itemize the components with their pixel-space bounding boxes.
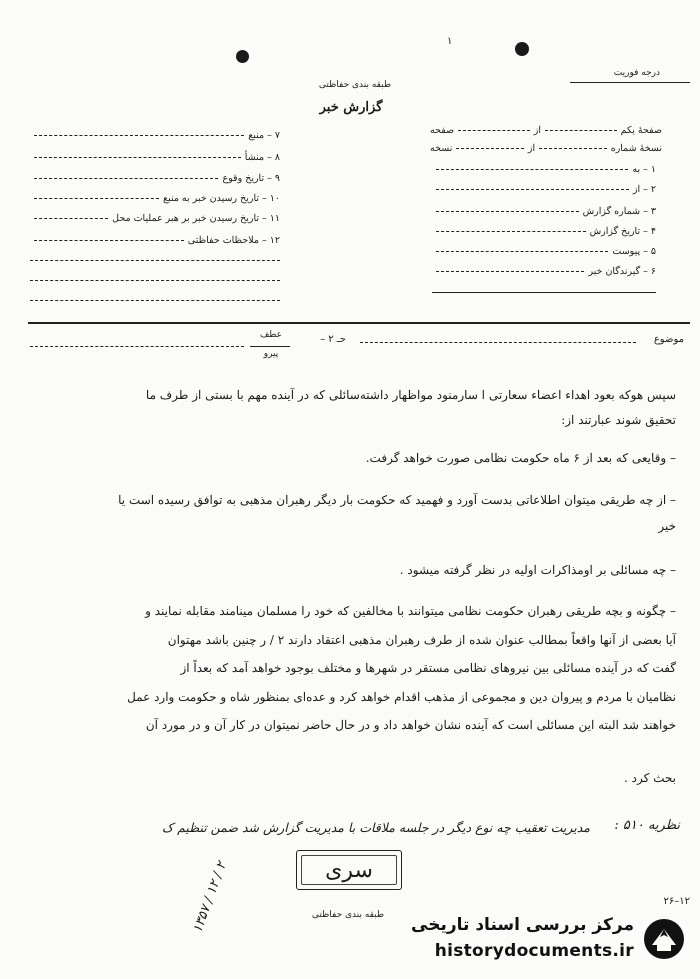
secret-stamp <box>296 850 402 890</box>
field-report-number-line <box>436 211 579 212</box>
body-line-9: گفت که در آینده مسائلی بین نیروهای نظامی مستقر در شهرها و مختلف بوجود خواهد آمد که بعداً از <box>180 661 676 675</box>
body-line-1: سپس هوکه بعود اهداء اعضاء سعارتی ا سارمنود مواظهار داشته‌سائلی که در آینده مهم با بستی از طرف ما <box>145 388 676 402</box>
classification-bottom: طبقه بندی حفاظتی <box>311 910 385 920</box>
notes-line-1 <box>30 260 280 261</box>
form-title: گزارش خبر <box>319 100 383 115</box>
subject-code: حـ ۲ – <box>320 334 346 345</box>
subject-label: موضوع <box>653 334 684 345</box>
field-news-to-source-label: ۱۰ – تاریخ رسیدن خبر به منبع <box>163 193 280 204</box>
field-copy-line2 <box>456 148 524 149</box>
field-source-label: ۷ – منبع <box>248 130 280 141</box>
reference-label: عطف <box>259 330 283 340</box>
field-origin <box>30 152 280 163</box>
body-line-2: تحقیق شوند عبارتند از: <box>561 413 676 427</box>
field-page-line2 <box>458 130 530 131</box>
field-source <box>30 130 280 141</box>
field-report-number <box>432 206 656 217</box>
field-copy-line <box>539 148 607 149</box>
archive-logo-icon <box>642 917 686 961</box>
field-page-label: صفحهٔ یکم <box>620 125 662 136</box>
field-security-notes <box>30 235 280 246</box>
watermark-title: مرکز بررسی اسناد تاریخی <box>411 915 634 935</box>
body-line-7: – چگونه و بچه طریقی رهبران حکومت نظامی میتوانند با مخالفین که خود را مسلمان مینامند مقابله نمایند و <box>145 604 676 618</box>
notes-line-2 <box>30 280 280 281</box>
field-source-line <box>34 135 244 136</box>
document-number: ۲۶–۱۲ <box>663 896 690 907</box>
follow-up-label: پیرو <box>263 349 279 359</box>
secret-stamp-text: سری <box>325 857 373 883</box>
body-line-3: – وقایعی که بعد از ۶ ماه حکومت نظامی صورت خواهد گرفت. <box>365 451 676 465</box>
urgency-line <box>570 82 690 83</box>
body-line-6: – چه مسائلی بر اومذاکرات اولیه در نظر گرفته میشود . <box>399 563 676 577</box>
field-origin-line <box>34 157 241 158</box>
field-attachment <box>432 246 656 257</box>
field-copy-label: نسخهٔ شماره <box>610 143 662 154</box>
field-from-line <box>436 189 629 190</box>
field-report-date-label: ۴ – تاریخ گزارش <box>589 226 656 237</box>
field-attachment-label: ۵ – پیوست <box>612 246 656 257</box>
signature-date: ۲ / ۱۲ / ۱۳۵۷ <box>190 860 230 935</box>
punch-hole-left <box>236 50 249 63</box>
recipients-extra-line <box>432 292 656 293</box>
field-report-number-label: ۳ – شماره گزارش <box>582 206 656 217</box>
field-recipients <box>432 266 656 277</box>
punch-hole-right <box>515 42 529 56</box>
field-page-line <box>545 130 617 131</box>
field-news-to-source <box>30 193 280 204</box>
field-attachment-line <box>436 251 608 252</box>
body-line-4: – از چه طریقی میتوان اطلاعاتی بدست آورد و فهمید که حکومت بار دیگر رهبران مذهبی به توافق رسیده است یا <box>118 493 676 507</box>
field-to <box>432 164 656 175</box>
body-line-10: نظامیان با مردم و پیروان دین و مجموعی از مذهب اقدام خواهد کرد و عده‌ای بمنظور شاه و حکومت وارد عمل <box>127 690 676 704</box>
field-news-to-source-line <box>34 198 159 199</box>
body-line-11: خواهند شد البته این مسائلی است که آینده نشان خواهد داد و در حال حاضر نمیتوان در کار آن و در مورد آن <box>145 718 676 732</box>
field-security-notes-line <box>34 240 184 241</box>
field-copy-mid: از <box>527 143 536 154</box>
subject-line <box>360 342 636 343</box>
page-mark: ۱ <box>447 36 453 47</box>
field-page-end: صفحه <box>430 125 455 136</box>
field-to-label: ۱ – به <box>632 164 656 175</box>
field-news-to-ops <box>30 213 280 224</box>
field-occurrence-date <box>30 173 280 184</box>
field-copy-end: نسخه <box>430 143 453 154</box>
classification-top: طبقه بندی حفاظتی <box>318 80 392 90</box>
field-page <box>430 125 662 136</box>
field-occurrence-date-label: ۹ – تاریخ وقوع <box>222 173 280 184</box>
note-label: نظریه ۵۱۰ : <box>614 818 680 833</box>
field-news-to-ops-line <box>34 218 108 219</box>
field-recipients-line <box>436 271 584 272</box>
urgency-label: درجه فوریت <box>613 68 660 78</box>
field-report-date <box>432 226 656 237</box>
field-from-label: ۲ – از <box>632 184 656 195</box>
watermark-url: historydocuments.ir <box>434 941 634 961</box>
field-page-mid: از <box>533 125 541 136</box>
reference-line <box>250 346 290 347</box>
header-divider <box>28 322 690 324</box>
subject-line-left <box>30 346 244 347</box>
body-line-5: خیر <box>658 519 676 533</box>
field-origin-label: ۸ – منشأ <box>244 152 280 163</box>
notes-line-3 <box>30 300 280 301</box>
field-from <box>432 184 656 195</box>
field-recipients-label: ۶ – گیرندگان خبر <box>588 266 656 277</box>
body-line-12: بحث کرد . <box>624 771 676 785</box>
field-news-to-ops-label: ۱۱ – تاریخ رسیدن خبر بر هبر عملیات محل <box>112 213 280 224</box>
body-line-8: آیا بعضی از آنها واقعاً بمطالب عنوان شده از طرف رهبران مذهبی اعتقاد دارند ۲ / ر چنین باشد مهتوان <box>167 633 676 647</box>
field-report-date-line <box>436 231 586 232</box>
note-text: مدیریت تعقیب چه نوع دیگر در جلسه ملاقات با مدیریت گزارش شد ضمن تنظیم ک <box>161 820 590 835</box>
watermark-logo <box>408 909 694 973</box>
field-copy <box>430 143 662 154</box>
field-security-notes-label: ۱۲ – ملاحظات حفاظتی <box>187 235 280 246</box>
field-to-line <box>436 169 628 170</box>
field-occurrence-date-line <box>34 178 218 179</box>
